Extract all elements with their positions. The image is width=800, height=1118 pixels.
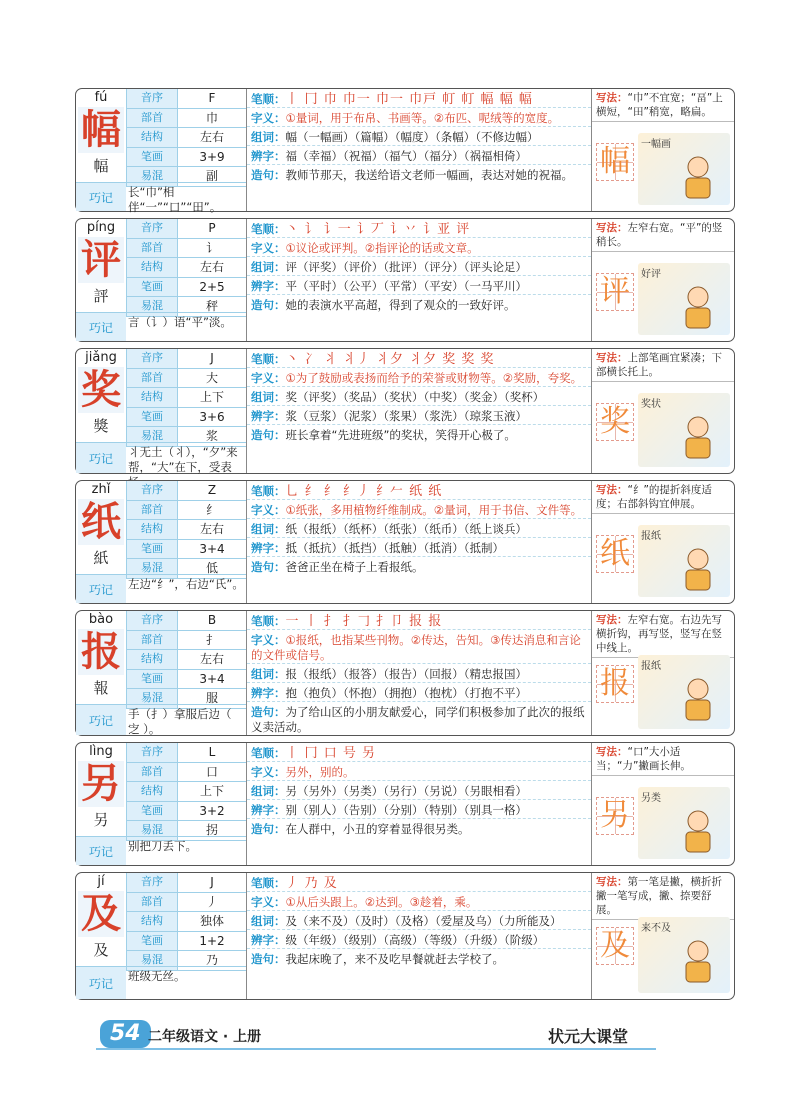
meaning-label: 字义： [251, 503, 286, 517]
prop-row-jiegou [126, 388, 246, 408]
main-character: 评 [78, 237, 124, 283]
prop-value-jiegou: 独体 [177, 912, 246, 931]
prop-label: 笔画 [127, 408, 177, 427]
distinguish: 抱（抱负）（怀抱）（拥抱）（抱枕）（打抱不平） [285, 686, 527, 700]
prop-value-yihun: 拐 [177, 821, 246, 840]
pinyin: píng [86, 220, 116, 235]
memory-tip [76, 704, 246, 735]
meaning-label: 字义： [251, 111, 286, 125]
memory-tip [76, 312, 246, 341]
word-group-label: 组词： [251, 784, 286, 798]
word-group-label: 组词： [251, 130, 286, 144]
illustration-caption: 报纸 [641, 531, 661, 542]
distinguish: 抵（抵抗）（抵挡）（抵触）（抵消）（抵制） [285, 541, 504, 555]
prop-label: 部首 [127, 239, 177, 258]
writing-tip-label: 写法： [596, 222, 628, 234]
sentence-label: 造句： [251, 428, 286, 442]
illustration-icon [668, 411, 728, 461]
writing-tip-text: “口”大小适当；“力”撇画长伸。 [596, 746, 691, 772]
writing-tip-label: 写法： [596, 352, 628, 364]
prop-label: 部首 [127, 631, 177, 650]
prop-value-bushou: 大 [177, 369, 246, 388]
prop-value-bushou: 扌 [177, 631, 246, 650]
page-number: 54 [100, 1020, 151, 1048]
prop-row-bihua [126, 540, 246, 560]
prop-value-bihua: 3+4 [177, 670, 246, 689]
distinguish-label: 辨字： [251, 933, 286, 947]
writing-tip [592, 743, 734, 776]
prop-value-yinxu: J [177, 873, 246, 892]
distinguish-label: 辨字： [251, 149, 286, 163]
prop-value-bushou: 纟 [177, 501, 246, 520]
writing-panel [592, 219, 734, 341]
memory-tip-text: 言（讠）语“平”淡。 [128, 315, 232, 329]
writing-panel [592, 743, 734, 865]
prop-row-jiegou [126, 650, 246, 670]
memory-tip [76, 574, 246, 603]
prop-value-yihun: 低 [177, 559, 246, 578]
word-group: 及（来不及）（及时）（及格）（爱屋及乌）（力所能及） [285, 914, 562, 928]
memory-tip [76, 836, 246, 865]
word-group-label: 组词： [251, 390, 286, 404]
prop-value-jiegou: 左右 [177, 650, 246, 669]
stroke-order: 丶 冫 丬 丬丿 丬夕 丬夕 奖 奖 奖 [285, 352, 495, 367]
pinyin: jiǎng [85, 350, 117, 365]
prop-label: 易混 [127, 689, 177, 708]
sentence-label: 造句： [251, 560, 286, 574]
char-details [247, 743, 592, 865]
prop-row-bihua [126, 408, 246, 428]
prop-value-jiegou: 左右 [177, 520, 246, 539]
prop-label: 易混 [127, 167, 177, 186]
meaning: ①从后头跟上。②达到。③趁着，乘。 [285, 895, 478, 909]
practice-grid: 奖 [596, 403, 634, 441]
prop-row-bihua [126, 932, 246, 952]
memory-tip-text: 手（扌）拿服后边（ 㝎 ）。 [128, 707, 232, 736]
sentence-label: 造句： [251, 705, 286, 719]
prop-value-bihua: 3+6 [177, 408, 246, 427]
prop-row-jiegou [126, 258, 246, 278]
char-props [126, 611, 246, 709]
prop-row-bihua [126, 802, 246, 822]
stroke-order-label: 笔顺： [251, 746, 286, 760]
prop-value-yinxu: F [177, 89, 246, 108]
traditional-character: 紙 [93, 549, 109, 567]
word-group-label: 组词： [251, 914, 286, 928]
prop-value-yinxu: J [177, 349, 246, 368]
prop-value-bihua: 3+9 [177, 148, 246, 167]
main-character: 另 [78, 761, 124, 807]
char-info [76, 611, 247, 735]
prop-label: 音序 [127, 219, 177, 238]
writing-tip [592, 219, 734, 252]
prop-row-bushou [126, 893, 246, 913]
traditional-character: 獎 [93, 417, 109, 435]
illustration-caption: 来不及 [641, 923, 671, 934]
writing-tip-label: 写法： [596, 746, 628, 758]
illustration-caption: 奖状 [641, 399, 661, 410]
word-group: 另（另外）（另类）（另行）（另说）（另眼相看） [285, 784, 527, 798]
distinguish-label: 辨字： [251, 541, 286, 555]
illustration [638, 525, 730, 597]
char-details [247, 481, 592, 603]
writing-tip-label: 写法： [596, 614, 628, 626]
meaning: ①议论或评判。②指评论的话或文章。 [285, 241, 479, 255]
word-group: 幅（一幅画）（篇幅）（幅度）（条幅）（不修边幅） [285, 130, 539, 144]
traditional-character: 及 [93, 941, 109, 959]
prop-label: 易混 [127, 559, 177, 578]
illustration-icon [668, 805, 728, 855]
illustration-caption: 一幅画 [641, 139, 671, 150]
prop-row-bushou [126, 501, 246, 521]
meaning: ①纸张，多用植物纤维制成。②量词，用于书信、文件等。 [285, 503, 583, 517]
prop-label: 部首 [127, 109, 177, 128]
sentence: 我起床晚了，来不及吃早餐就赶去学校了。 [285, 952, 504, 966]
memory-tip-text: 别把刀丢下。 [128, 839, 197, 853]
prop-label: 易混 [127, 427, 177, 446]
memory-tip-label: 巧记 [76, 705, 126, 735]
memory-tip-text: 丬无土（丬），“夕”来帮，“大”在下，受表 [128, 445, 238, 474]
stroke-order: 丶 讠 讠一 讠丆 讠丷 讠亚 评 [285, 222, 471, 237]
char-info [76, 349, 247, 473]
traditional-character: 評 [93, 287, 109, 305]
practice-grid: 幅 [596, 143, 634, 181]
practice-grid: 报 [596, 665, 634, 703]
prop-row-yinxu [126, 611, 246, 631]
writing-tip-text: 上部笔画宜紧凑；下部横长托上。 [596, 352, 722, 378]
stroke-order: 丿 乃 及 [285, 876, 338, 891]
sentence-label: 造句： [251, 822, 286, 836]
stroke-order-label: 笔顺： [251, 352, 286, 366]
writing-panel [592, 89, 734, 211]
illustration [638, 787, 730, 859]
sentence: 为了给山区的小朋友献爱心，同学们积极参加了此次的报纸义卖活动。 [251, 705, 585, 734]
prop-label: 易混 [127, 297, 177, 316]
char-details [247, 873, 592, 999]
illustration-caption: 报纸 [641, 661, 661, 672]
word-group: 评（评奖）（评价）（批评）（评分）（评头论足） [285, 260, 527, 274]
writing-tip [592, 611, 734, 658]
char-info [76, 873, 247, 999]
main-character: 奖 [78, 367, 124, 413]
memory-tip-text: 长“巾”相伴“一”“口”“田”。 [128, 185, 222, 214]
char-info [76, 743, 247, 865]
prop-value-yihun: 服 [177, 689, 246, 708]
pinyin: lìng [89, 744, 113, 759]
prop-value-yihun: 乃 [177, 951, 246, 970]
writing-tip [592, 89, 734, 122]
distinguish: 浆（豆浆）（泥浆）（浆果）（浆洗）（琼浆玉液） [285, 409, 527, 423]
writing-panel [592, 349, 734, 473]
writing-tip-label: 写法： [596, 92, 628, 104]
prop-row-bihua [126, 670, 246, 690]
practice-grid: 评 [596, 273, 634, 311]
pinyin: zhǐ [91, 482, 111, 497]
writing-panel [592, 481, 734, 603]
prop-row-yinxu [126, 743, 246, 763]
prop-row-jiegou [126, 520, 246, 540]
char-props [126, 219, 246, 317]
word-group-label: 组词： [251, 260, 286, 274]
writing-tip-text: 左窄右宽。“平”的竖稍长。 [596, 222, 723, 248]
illustration-icon [668, 673, 728, 723]
traditional-character: 報 [93, 679, 109, 697]
prop-label: 音序 [127, 873, 177, 892]
stroke-order: 丨 冂 口 号 另 [285, 746, 377, 761]
practice-grid: 及 [596, 927, 634, 965]
char-props [126, 481, 246, 579]
prop-label: 音序 [127, 481, 177, 500]
character-card [75, 610, 735, 736]
char-props [126, 873, 246, 971]
prop-label: 音序 [127, 349, 177, 368]
practice-grid: 另 [596, 797, 634, 835]
distinguish-label: 辨字： [251, 409, 286, 423]
memory-tip-text: 班级无丝。 [128, 969, 186, 983]
char-details [247, 611, 592, 735]
word-group: 报（报纸）（报答）（报告）（回报）（精忠报国） [285, 667, 527, 681]
prop-label: 易混 [127, 951, 177, 970]
prop-value-jiegou: 左右 [177, 258, 246, 277]
book-title: 二年级语文 · 上册 [148, 1029, 262, 1045]
prop-row-bushou [126, 109, 246, 129]
prop-row-bihua [126, 148, 246, 168]
prop-value-bihua: 2+5 [177, 278, 246, 297]
prop-value-yinxu: P [177, 219, 246, 238]
prop-value-jiegou: 上下 [177, 782, 246, 801]
prop-label: 笔画 [127, 802, 177, 821]
prop-label: 笔画 [127, 540, 177, 559]
prop-label: 结构 [127, 520, 177, 539]
word-group-label: 组词： [251, 522, 286, 536]
prop-label: 易混 [127, 821, 177, 840]
writing-tip [592, 349, 734, 382]
prop-row-jiegou [126, 912, 246, 932]
stroke-order-label: 笔顺： [251, 614, 286, 628]
prop-row-jiegou [126, 128, 246, 148]
distinguish-label: 辨字： [251, 279, 286, 293]
distinguish-label: 辨字： [251, 803, 286, 817]
main-character: 幅 [78, 107, 124, 153]
meaning: ①报纸，也指某些刊物。②传达，告知。③传达消息和言论的文件或信号。 [251, 633, 581, 662]
prop-label: 笔画 [127, 670, 177, 689]
illustration-caption: 另类 [641, 793, 661, 804]
prop-row-yinxu [126, 89, 246, 109]
illustration [638, 263, 730, 335]
illustration-icon [668, 151, 728, 201]
writing-tip-label: 写法： [596, 876, 628, 888]
illustration-caption: 好评 [641, 269, 661, 280]
distinguish: 平（平时）（公平）（平常）（平安）（一马平川） [285, 279, 527, 293]
illustration [638, 917, 730, 993]
stroke-order: 乚 纟 纟 纟丿 纟𠂉 纸 纸 [285, 484, 443, 499]
illustration [638, 393, 730, 467]
traditional-character: 另 [93, 811, 109, 829]
char-info [76, 89, 247, 214]
writing-panel [592, 873, 734, 999]
pinyin: bào [88, 612, 114, 627]
prop-value-bushou: 丿 [177, 893, 246, 912]
prop-label: 结构 [127, 650, 177, 669]
meaning: 另外，别的。 [285, 765, 355, 779]
sentence-label: 造句： [251, 298, 286, 312]
distinguish: 级（年级）（级别）（高级）（等级）（升级）（阶级） [285, 933, 545, 947]
sentence: 在人群中，小丑的穿着显得很另类。 [285, 822, 470, 836]
illustration [638, 655, 730, 729]
pinyin: jí [97, 874, 105, 889]
meaning: ①为了鼓励或表扬而给予的荣誉或财物等。②奖励，夸奖。 [285, 371, 583, 385]
prop-label: 音序 [127, 611, 177, 630]
illustration-icon [668, 281, 728, 331]
prop-row-bushou [126, 239, 246, 259]
prop-value-yihun: 副 [177, 167, 246, 186]
sentence-label: 造句： [251, 952, 286, 966]
prop-row-yinxu [126, 349, 246, 369]
prop-label: 结构 [127, 258, 177, 277]
stroke-order: 丨 冂 巾 巾一 巾一 巾戸 帄 帄 幅 幅 幅 [285, 92, 533, 107]
prop-label: 部首 [127, 763, 177, 782]
char-details [247, 219, 592, 341]
memory-tip-label: 巧记 [76, 183, 126, 211]
word-group: 纸（报纸）（纸杯）（纸张）（纸币）（纸上谈兵） [285, 522, 527, 536]
memory-tip [76, 182, 246, 214]
prop-value-yinxu: B [177, 611, 246, 630]
prop-label: 部首 [127, 893, 177, 912]
prop-label: 结构 [127, 782, 177, 801]
prop-label: 部首 [127, 369, 177, 388]
character-card [75, 348, 735, 474]
prop-value-jiegou: 上下 [177, 388, 246, 407]
memory-tip [76, 966, 246, 999]
writing-panel [592, 611, 734, 735]
writing-tip-text: 左窄右宽。右边先写横折钩，再写竖，竖写在竖中线上。 [596, 614, 722, 654]
memory-tip-label: 巧记 [76, 313, 126, 341]
meaning-label: 字义： [251, 241, 286, 255]
writing-tip-label: 写法： [596, 484, 628, 496]
sentence: 爸爸正坐在椅子上看报纸。 [285, 560, 424, 574]
prop-row-jiegou [126, 782, 246, 802]
prop-label: 结构 [127, 388, 177, 407]
footer-divider [96, 1048, 656, 1050]
prop-label: 音序 [127, 743, 177, 762]
memory-tip-label: 巧记 [76, 837, 126, 865]
stroke-order-label: 笔顺： [251, 222, 286, 236]
prop-value-yinxu: Z [177, 481, 246, 500]
traditional-character: 幅 [93, 157, 109, 175]
prop-row-yinxu [126, 481, 246, 501]
meaning: ①量词，用于布帛、书画等。②布匹、呢绒等的宽度。 [285, 111, 560, 125]
prop-row-bushou [126, 631, 246, 651]
prop-value-yihun: 秤 [177, 297, 246, 316]
sentence: 她的表演水平高超，得到了观众的一致好评。 [285, 298, 516, 312]
sentence-label: 造句： [251, 168, 286, 182]
prop-value-bihua: 3+2 [177, 802, 246, 821]
prop-row-yinxu [126, 873, 246, 893]
character-card [75, 88, 735, 212]
main-character: 及 [78, 891, 124, 937]
character-card [75, 218, 735, 342]
distinguish: 别（别人）（告别）（分别）（特别）（别具一格） [285, 803, 527, 817]
sentence: 班长拿着“先进班级”的奖状，笑得开心极了。 [285, 428, 516, 442]
prop-label: 结构 [127, 912, 177, 931]
prop-row-yinxu [126, 219, 246, 239]
meaning-label: 字义： [251, 633, 286, 647]
prop-value-yihun: 浆 [177, 427, 246, 446]
prop-value-bihua: 3+4 [177, 540, 246, 559]
writing-tip-text: “纟”的提折斜度适度；右部斜钩宜伸展。 [596, 484, 712, 510]
illustration-icon [668, 935, 728, 985]
meaning-label: 字义： [251, 895, 286, 909]
stroke-order: 一 丨 扌 扌𠃌 扌卩 报 报 [285, 614, 443, 629]
char-props [126, 743, 246, 841]
memory-tip-text: 左边“纟”，右边“氏”。 [128, 577, 244, 591]
prop-row-bushou [126, 763, 246, 783]
prop-value-bushou: 讠 [177, 239, 246, 258]
word-group: 奖（评奖）（奖品）（奖状）（中奖）（奖金）（奖杯） [285, 390, 545, 404]
prop-label: 笔画 [127, 278, 177, 297]
char-props [126, 349, 246, 447]
brand-name: 状元大课堂 [548, 1027, 629, 1046]
meaning-label: 字义： [251, 371, 286, 385]
pinyin: fú [94, 90, 108, 105]
stroke-order-label: 笔顺： [251, 484, 286, 498]
meaning-label: 字义： [251, 765, 286, 779]
prop-value-bushou: 口 [177, 763, 246, 782]
writing-tip-text: “巾”不宜宽；“畐”上横短，“田”稍宽，略扁。 [596, 92, 723, 118]
prop-label: 音序 [127, 89, 177, 108]
prop-label: 结构 [127, 128, 177, 147]
char-details [247, 89, 592, 211]
writing-tip-text: 第一笔是撇，横折折撇一笔写成，撇、捺要舒展。 [596, 876, 722, 916]
illustration-icon [668, 543, 728, 593]
prop-value-bushou: 巾 [177, 109, 246, 128]
memory-tip-label: 巧记 [76, 575, 126, 603]
char-info [76, 481, 247, 603]
memory-tip-label: 巧记 [76, 443, 126, 473]
memory-tip-label: 巧记 [76, 967, 126, 999]
prop-row-bushou [126, 369, 246, 389]
main-character: 报 [78, 629, 124, 675]
prop-value-yinxu: L [177, 743, 246, 762]
prop-label: 笔画 [127, 932, 177, 951]
character-card [75, 742, 735, 866]
prop-row-bihua [126, 278, 246, 298]
memory-tip [76, 442, 246, 473]
stroke-order-label: 笔顺： [251, 876, 286, 890]
prop-value-jiegou: 左右 [177, 128, 246, 147]
prop-label: 部首 [127, 501, 177, 520]
word-group-label: 组词： [251, 667, 286, 681]
character-card [75, 872, 735, 1000]
stroke-order-label: 笔顺： [251, 92, 286, 106]
char-info [76, 219, 247, 341]
prop-label: 笔画 [127, 148, 177, 167]
char-props [126, 89, 246, 187]
distinguish: 福（幸福）（祝福）（福气）（福分）（祸福相倚） [285, 149, 527, 163]
practice-grid: 纸 [596, 535, 634, 573]
writing-tip [592, 873, 734, 920]
character-card [75, 480, 735, 604]
writing-tip [592, 481, 734, 514]
main-character: 纸 [78, 499, 124, 545]
illustration [638, 133, 730, 205]
distinguish-label: 辨字： [251, 686, 286, 700]
prop-value-bihua: 1+2 [177, 932, 246, 951]
char-details [247, 349, 592, 473]
sentence: 教师节那天，我送给语文老师一幅画，表达对她的祝福。 [285, 168, 573, 182]
